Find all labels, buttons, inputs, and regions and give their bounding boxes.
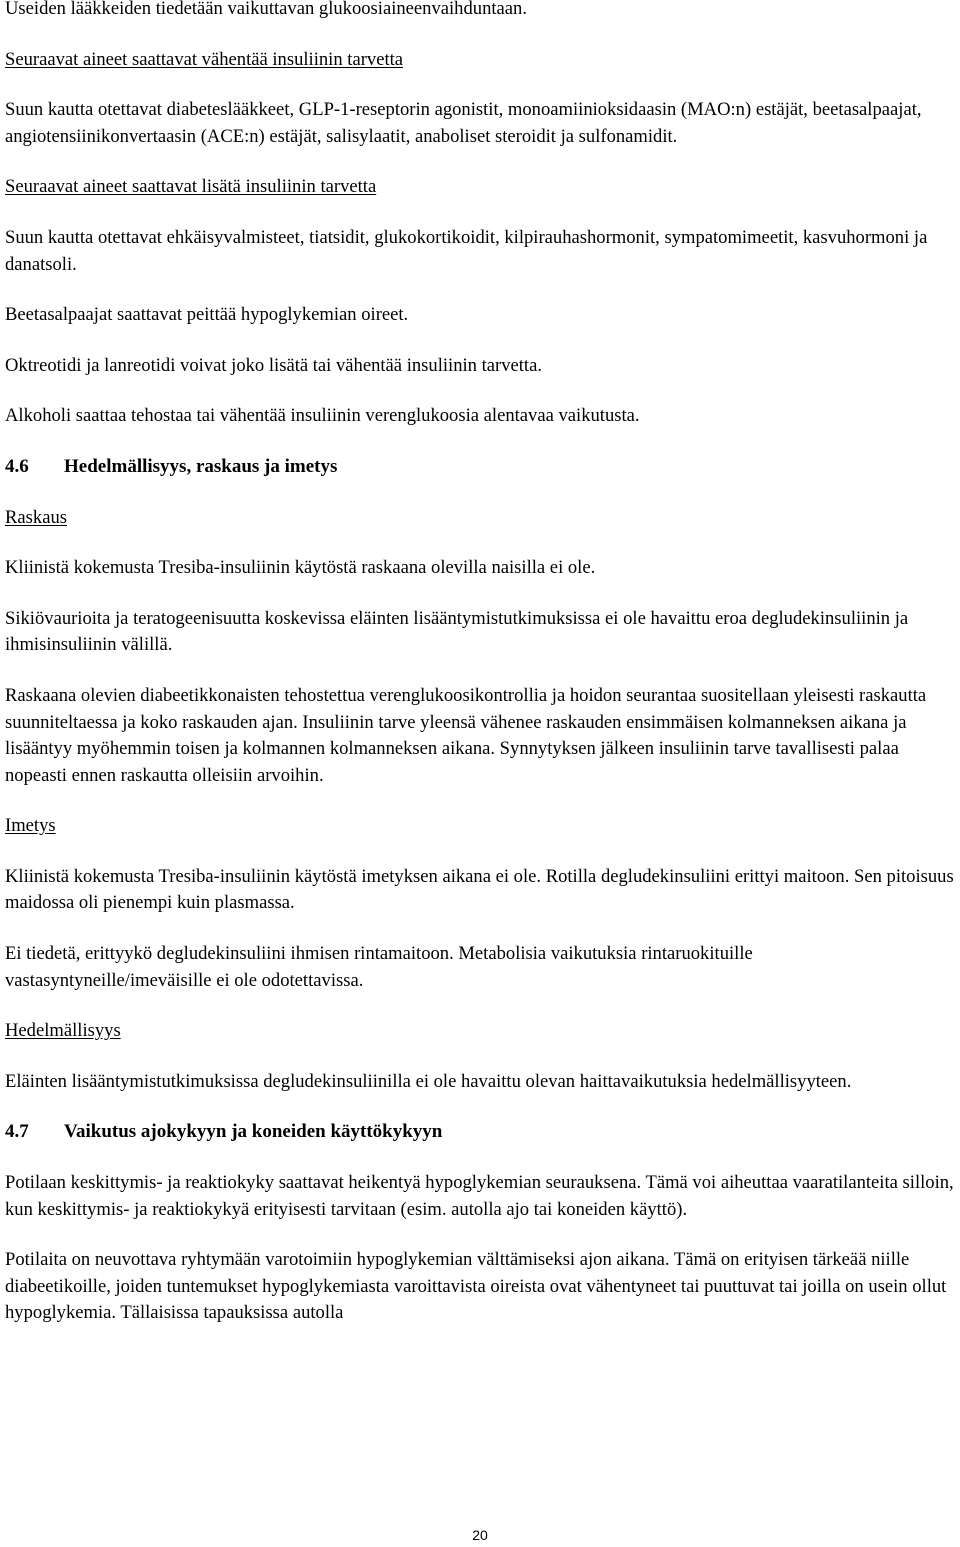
paragraph-driving-precautions: Potilaita on neuvottava ryhtymään varotoimiin hypoglykemian välttämiseksi ajon aikana. Tämä on erityisen tärkeää niille diabeetikoille, joiden tuntemukset hypoglykemiasta varoittavista oireista ovat vähentyneet tai puuttuvat tai joilla on usein ollut hypoglykemia. Tällaisissa tapauksissa autolla	[5, 1249, 947, 1324]
paragraph-breastfeeding-experience: Kliinistä kokemusta Tresiba-insuliinin käytöstä imetyksen aikana ei ole. Rotilla degludekinsuliini erittyi maitoon. Sen pitoisuus maidossa oli pienempi kuin plasmassa.	[5, 865, 954, 914]
subheading-breastfeeding: Imetys	[5, 815, 56, 837]
paragraph-decrease-substances: Suun kautta otettavat diabeteslääkkeet, GLP-1-reseptorin agonistit, monoamiinioksidaasin (MAO:n) estäjät, beetasalpaajat, angiotensiinikonvertaasin (ACE:n) estäjät, salisylaatit, anaboliset steroidit ja sulfonamidit.	[5, 99, 922, 147]
subheading-pregnancy: Raskaus	[5, 506, 67, 528]
paragraph-octreotide: Oktreotidi ja lanreotidi voivat joko lisätä tai vähentää insuliinin tarvetta.	[5, 354, 543, 376]
paragraph-increase-substances: Suun kautta otettavat ehkäisyvalmisteet, tiatsidit, glukokortikoidit, kilpirauhashormonit, sympatomimeetit, kasvuhormoni ja danatsoli.	[5, 226, 928, 275]
paragraph-alcohol: Alkoholi saattaa tehostaa tai vähentää insuliinin verenglukoosia alentavaa vaikutusta.	[5, 405, 640, 427]
paragraph-glucose-metabolism: Useiden lääkkeiden tiedetään vaikuttavan glukoosiaineenvaihduntaan.	[5, 0, 527, 19]
paragraph-pregnancy-animal-studies: Sikiövaurioita ja teratogeenisuutta koskevissa eläinten lisääntymistutkimuksissa ei ole havaittu eroa degludekinsuliinin ja ihmisinsuliinin välillä.	[5, 607, 909, 656]
subheading-fertility: Hedelmällisyys	[5, 1020, 121, 1042]
page-number: 20	[472, 1527, 488, 1543]
section-number: 4.7	[5, 1121, 29, 1143]
paragraph-pregnancy-control: Raskaana olevien diabeetikkonaisten tehostettua verenglukoosikontrollia ja hoidon seurantaa suositellaan yleisesti raskautta suunniteltaessa ja koko raskauden ajan. Insuliinin tarve yleensä vähenee raskauden ensimmäisen kolmanneksen aikana ja lisääntyy myöhemmin toisen ja kolmannen kolmanneksen aikana. Synnytyksen jälkeen insuliinin tarve tavallisesti palaa nopeasti ennen raskautta olleisiin arvoihin.	[5, 684, 927, 786]
subheading-increase-insulin: Seuraavat aineet saattavat lisätä insuliinin tarvetta	[5, 176, 377, 198]
section-heading-4-7	[5, 1119, 957, 1146]
subheading-decrease-insulin: Seuraavat aineet saattavat vähentää insuliinin tarvetta	[5, 48, 404, 70]
section-title: Hedelmällisyys, raskaus ja imetys	[64, 455, 338, 477]
paragraph-driving-concentration: Potilaan keskittymis- ja reaktiokyky saattavat heikentyä hypoglykemian seurauksena. Tämä voi aiheuttaa vaaratilanteita silloin, kun keskittymis- ja reaktiokykyä erityisesti tarvitaan (esim. autolla ajo tai koneiden käyttö).	[5, 1172, 954, 1220]
paragraph-fertility: Eläinten lisääntymistutkimuksissa degludekinsuliinilla ei ole havaittu olevan haittavaikutuksia hedelmällisyyteen.	[5, 1070, 852, 1092]
section-number: 4.6	[5, 455, 29, 477]
document-page	[5, 0, 957, 1351]
paragraph-breastfeeding-milk: Ei tiedetä, erittyykö degludekinsuliini ihmisen rintamaitoon. Metabolisia vaikutuksia rintaruokituille vastasyntyneille/imeväisille ei ole odotettavissa.	[5, 943, 753, 991]
paragraph-beta-blockers: Beetasalpaajat saattavat peittää hypoglykemian oireet.	[5, 304, 409, 326]
paragraph-pregnancy-experience: Kliinistä kokemusta Tresiba-insuliinin käytöstä raskaana olevilla naisilla ei ole.	[5, 557, 596, 579]
section-title: Vaikutus ajokykyyn ja koneiden käyttökykyyn	[64, 1121, 443, 1143]
section-heading-4-6	[5, 454, 957, 481]
